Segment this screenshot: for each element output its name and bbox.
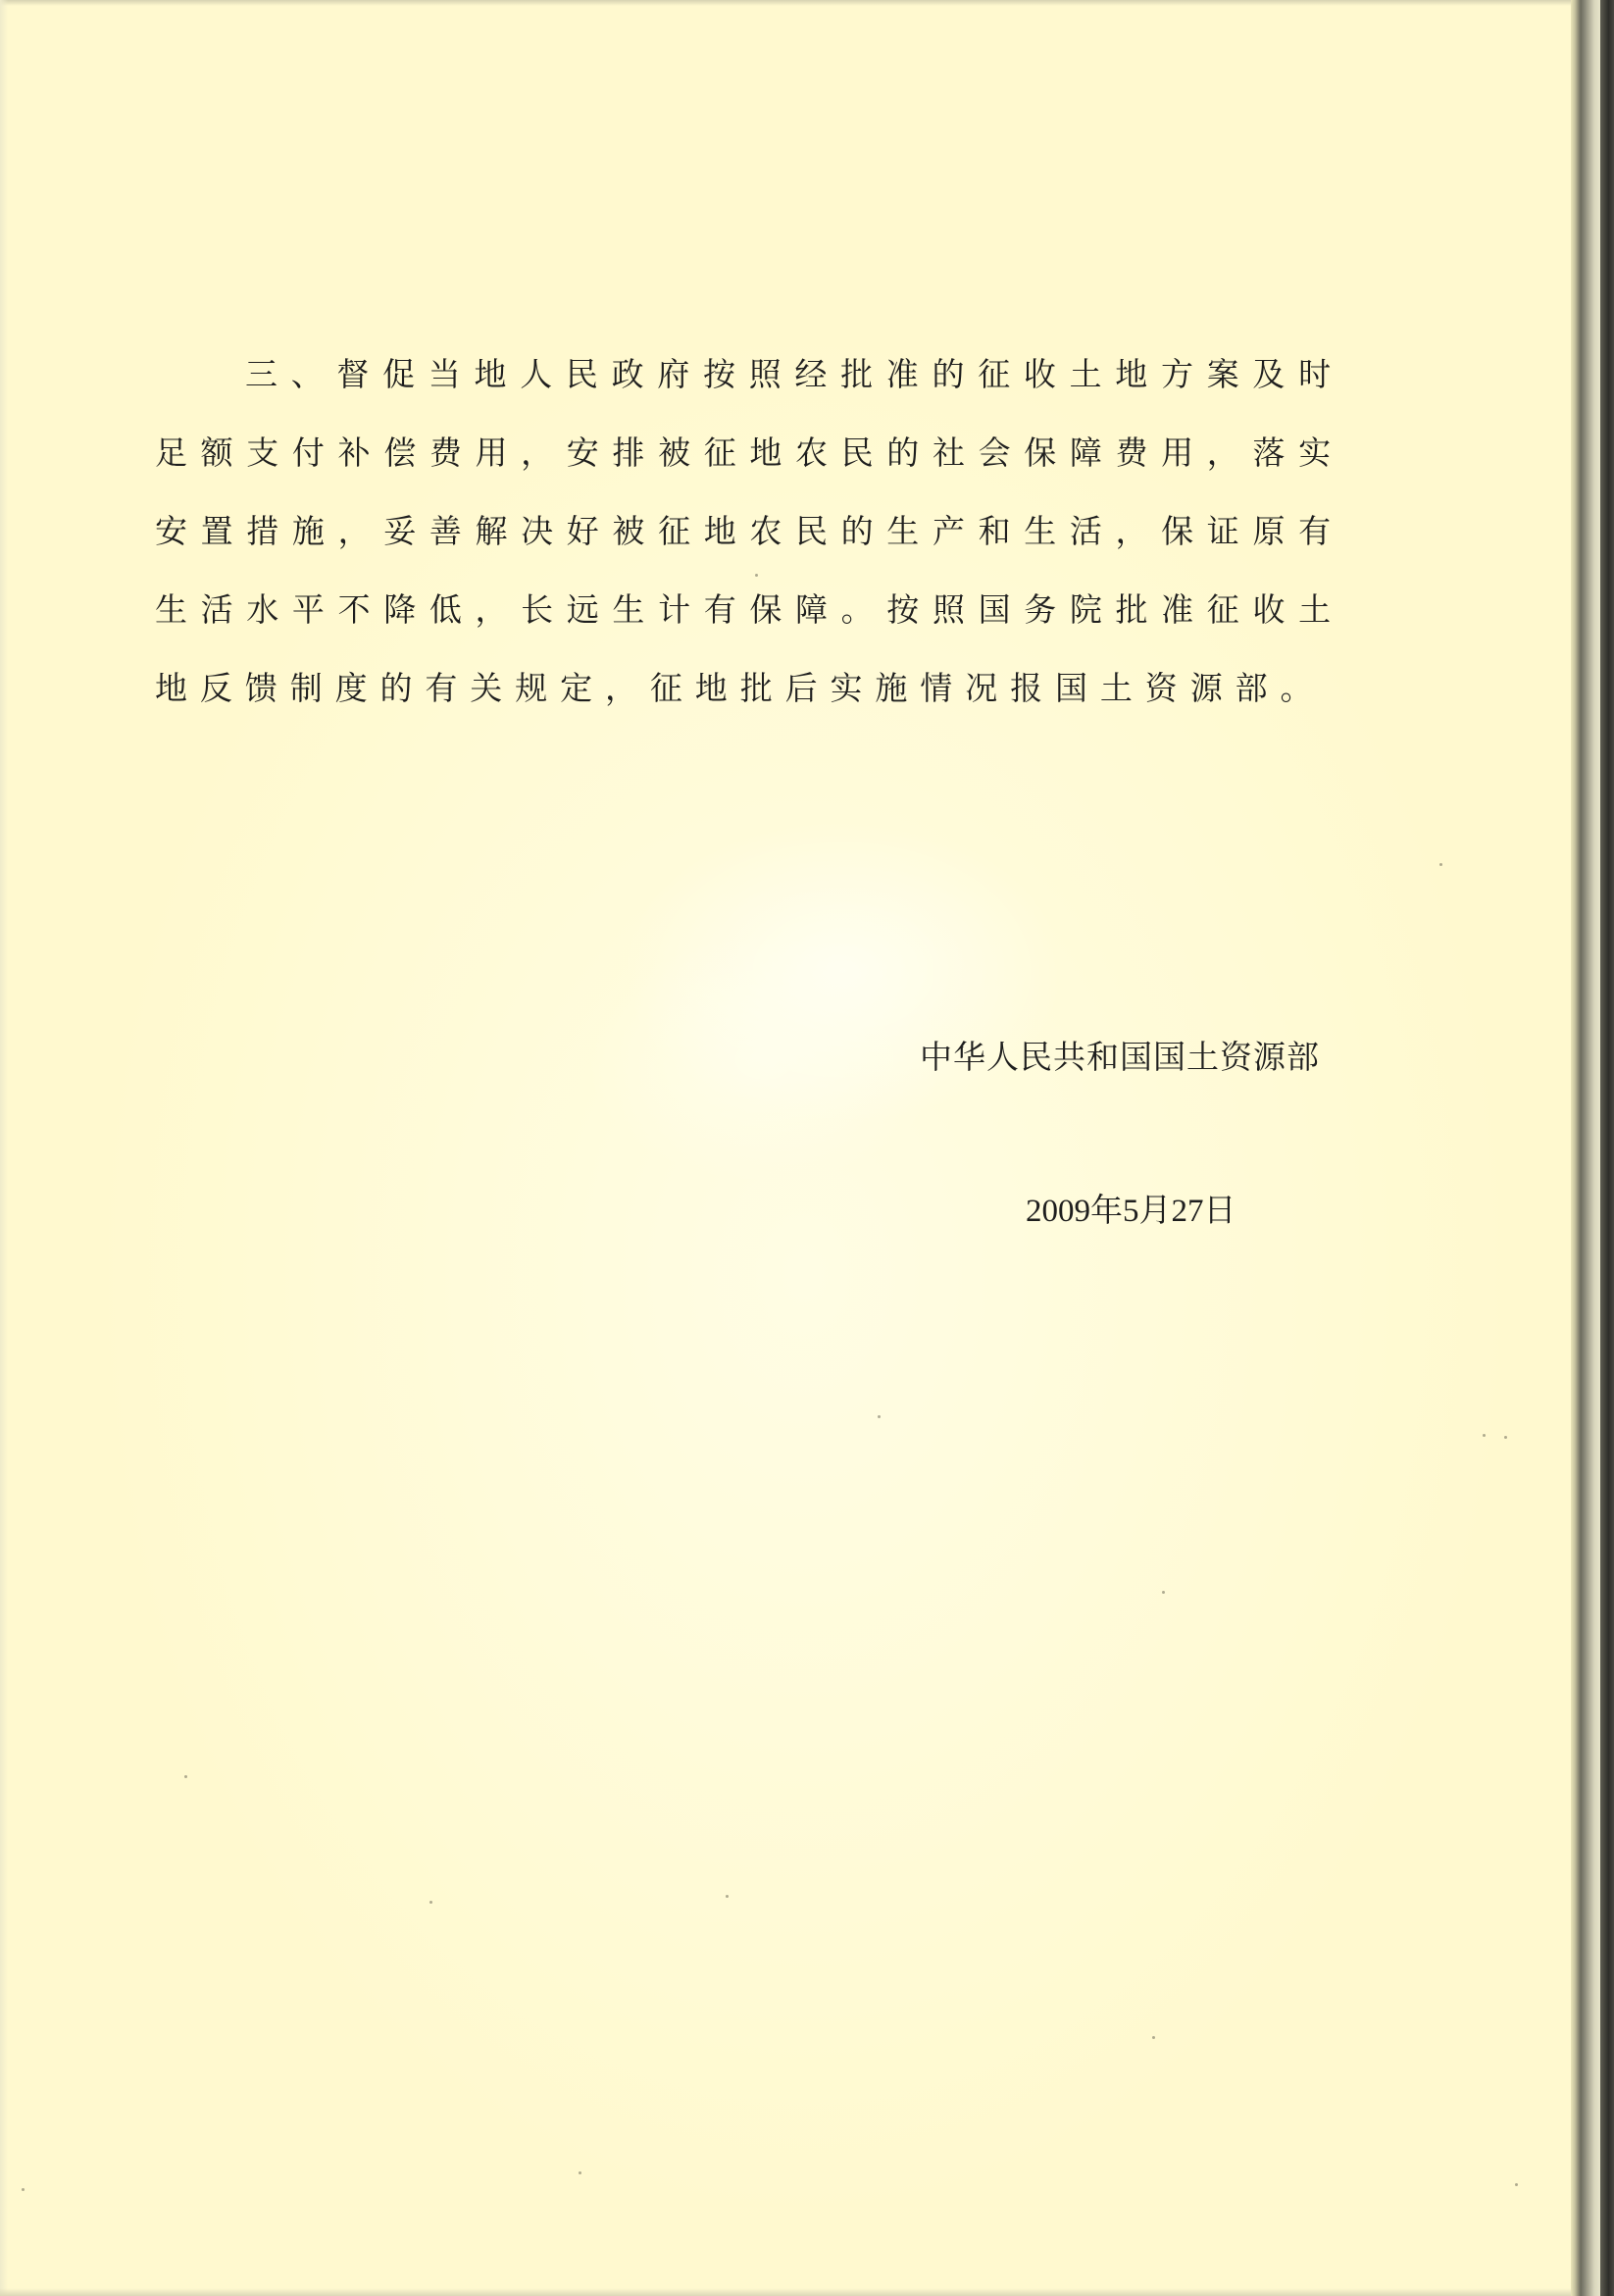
scan-edge-right-shadow (1600, 0, 1614, 2296)
scan-edge-bottom (0, 2288, 1614, 2296)
scan-speck (579, 2171, 581, 2174)
scan-speck (1504, 1436, 1507, 1439)
scan-speck (1515, 2183, 1518, 2186)
issuer-signature: 中华人民共和国国土资源部 (920, 1038, 1320, 1076)
scan-edge-top (0, 0, 1614, 6)
scan-speck (878, 1415, 881, 1418)
scan-speck (184, 1775, 187, 1778)
body-paragraph: 三、督促当地人民政府按照经批准的征收土地方案及时足额支付补偿费用，安排被征地农民的社会保障费用，落实安置措施，妥善解决好被征地农民的生产和生活，保证原有生活水平不降低，长远生计有保障。按照国务院批准征收土地反馈制度的有关规定，征地批后实施情况报国土资源部。 (155, 355, 1343, 707)
scan-speck (429, 1901, 432, 1904)
issue-date: 2009年5月27日 (1026, 1194, 1236, 1229)
scan-speck (1152, 2036, 1155, 2039)
scan-speck (1483, 1434, 1486, 1437)
scan-speck (755, 574, 758, 577)
scan-speck (1439, 863, 1442, 866)
scan-speck (1162, 1591, 1165, 1594)
scan-speck (22, 2188, 25, 2191)
scan-edge-left (0, 0, 8, 2296)
scan-speck (726, 1895, 729, 1898)
